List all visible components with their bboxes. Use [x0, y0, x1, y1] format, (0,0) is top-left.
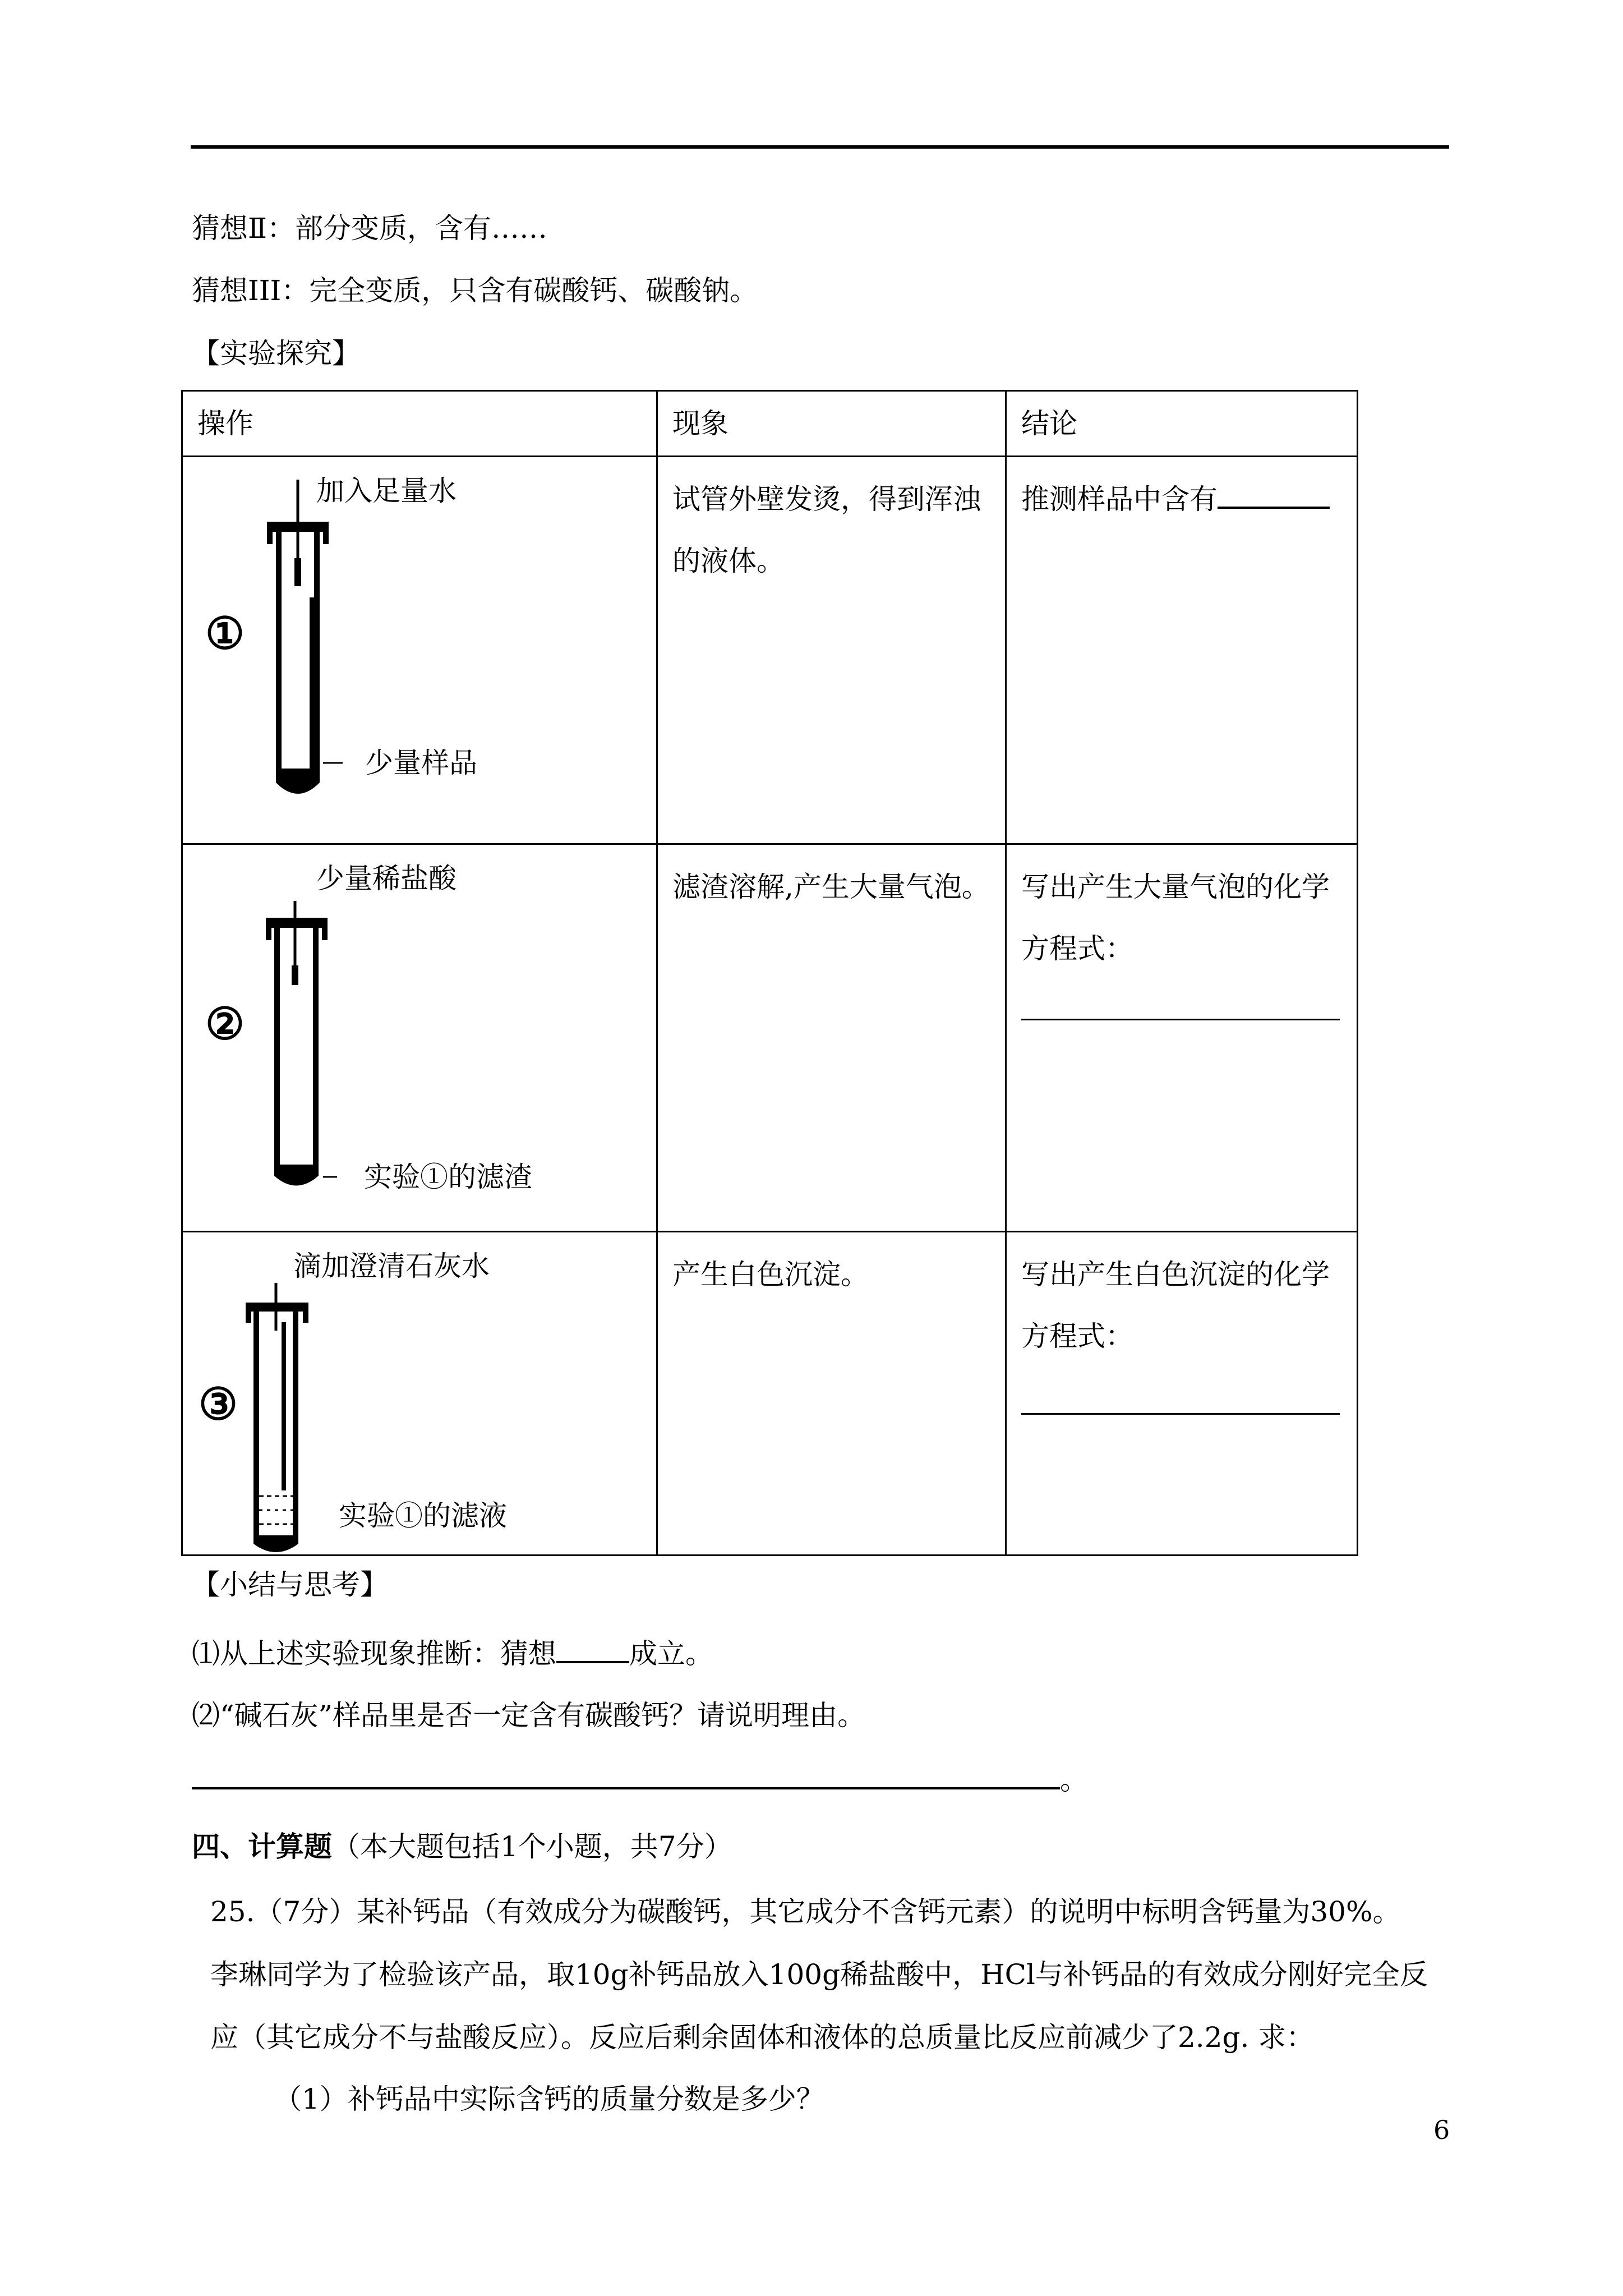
op2-top-label: 少量稀盐酸	[316, 862, 457, 895]
conclusion-2-answer-line[interactable]	[1021, 1019, 1340, 1020]
conclusion-1-blank[interactable]	[1218, 481, 1330, 509]
step-number-2: ②	[205, 999, 245, 1050]
summary-q2-end: 。	[1060, 1764, 1088, 1796]
section4-title: 四、计算题	[192, 1830, 332, 1863]
problem25-q1: （1）补钙品中实际含钙的质量分数是多少？	[274, 2083, 824, 2115]
op2-bottom-label: 实验①的滤渣	[364, 1161, 532, 1193]
hypothesis-2: 猜想Ⅱ：部分变质，含有……	[192, 212, 547, 245]
table-header-row	[182, 391, 1358, 457]
phenomenon-3: 产生白色沉淀。	[672, 1258, 869, 1291]
section4-note: （本大题包括1个小题，共7分）	[332, 1830, 732, 1863]
experiment-table	[181, 390, 1358, 1556]
summary-q1-suffix: 成立。	[629, 1637, 713, 1670]
operation-cell-3	[182, 1232, 657, 1556]
hypothesis-3: 猜想III：完全变质，只含有碳酸钙、碳酸钠。	[192, 274, 758, 307]
table-row	[182, 844, 1358, 1232]
page-number: 6	[1433, 2115, 1450, 2145]
summary-q2: ⑵“碱石灰”样品里是否一定含有碳酸钙？请说明理由。	[192, 1699, 866, 1732]
phenomenon-1: 试管外壁发烫，得到浑浊的液体。	[672, 483, 981, 577]
section-experiment-heading: 【实验探究】	[192, 337, 360, 370]
problem25-line3: 应（其它成分不与盐酸反应）。反应后剩余固体和液体的总质量比反应前减少了2.2g. 求：	[210, 2021, 1315, 2054]
header-operation: 操作	[197, 407, 253, 440]
section-summary-heading: 【小结与思考】	[192, 1568, 388, 1601]
header-rule	[191, 145, 1449, 149]
step-number-3: ③	[199, 1379, 238, 1430]
problem25-line1: 25.（7分）某补钙品（有效成分为碳酸钙，其它成分不含钙元素）的说明中标明含钙量为30%。	[210, 1895, 1401, 1928]
summary-q2-answer-line[interactable]	[192, 1761, 1060, 1789]
conclusion-1: 推测样品中含有	[1021, 483, 1218, 516]
header-conclusion: 结论	[1021, 407, 1077, 440]
conclusion-2: 写出产生大量气泡的化学方程式：	[1021, 871, 1330, 965]
header-phenomenon: 现象	[672, 407, 728, 440]
summary-q1-prefix: ⑴从上述实验现象推断：猜想	[192, 1637, 556, 1670]
op3-bottom-label: 实验①的滤液	[339, 1499, 507, 1532]
test-tube-1-diagram	[183, 457, 658, 843]
op3-top-label: 滴加澄清石灰水	[293, 1250, 490, 1282]
op1-top-label: 加入足量水	[316, 475, 457, 507]
table-row	[182, 457, 1358, 844]
operation-cell-2	[182, 844, 657, 1232]
conclusion-3-answer-line[interactable]	[1021, 1413, 1340, 1415]
op1-bottom-label: 少量样品	[365, 747, 477, 779]
problem25-line2: 李琳同学为了检验该产品，取10g补钙品放入100g稀盐酸中，HCl与补钙品的有效成分刚好完全反	[210, 1958, 1428, 1991]
section4-heading	[192, 1830, 732, 1864]
summary-q1-blank[interactable]	[556, 1635, 629, 1663]
operation-cell-1	[182, 457, 657, 844]
phenomenon-2: 滤渣溶解,产生大量气泡。	[672, 871, 990, 903]
conclusion-3: 写出产生白色沉淀的化学方程式：	[1021, 1258, 1330, 1352]
summary-q1	[192, 1635, 713, 1671]
summary-q2-answer	[192, 1761, 1088, 1797]
table-row	[182, 1232, 1358, 1556]
step-number-1: ①	[205, 608, 245, 659]
